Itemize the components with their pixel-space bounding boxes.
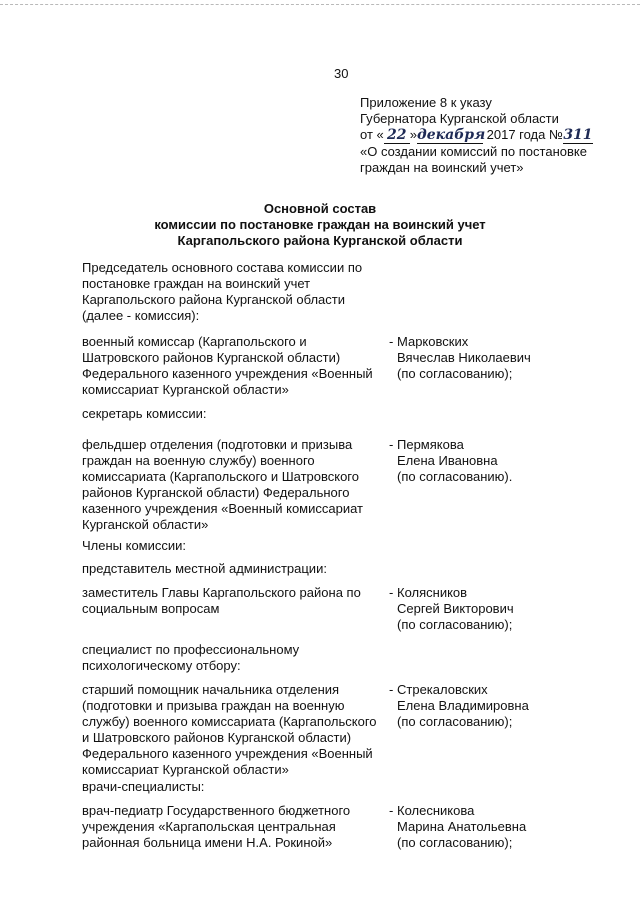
appendix-from: от xyxy=(360,127,373,142)
appendix-line-2: Губернатора Курганской области xyxy=(360,111,559,126)
secretary-heading: секретарь комиссии: xyxy=(82,406,207,421)
quote-open: « xyxy=(376,127,384,142)
handwritten-month: декабря xyxy=(417,127,486,143)
person-name: Марина Анатольевна xyxy=(397,819,527,834)
position-line: Федерального казенного учреждения «Военный xyxy=(82,746,373,761)
position-line: социальным вопросам xyxy=(82,601,220,616)
doctors-heading: врачи-специалисты: xyxy=(82,779,205,794)
person-note: (по согласованию). xyxy=(397,469,513,484)
entry-position xyxy=(82,437,382,533)
appendix-line-1: Приложение 8 к указу xyxy=(360,95,492,110)
position-line: (подготовки и призыва граждан на военную xyxy=(82,698,345,713)
entry-dash: - xyxy=(389,437,394,452)
position-line: учреждения «Каргапольская центральная xyxy=(82,819,336,834)
position-line: старший помощник начальника отделения xyxy=(82,682,340,697)
person-note: (по согласованию); xyxy=(397,366,513,381)
person-surname: Марковских xyxy=(397,334,469,349)
appendix-line-4: «О создании комиссий по постановке xyxy=(360,144,587,159)
entry-position xyxy=(82,334,382,398)
psych-heading xyxy=(82,642,382,674)
appendix-line-5: граждан на воинский учет» xyxy=(360,160,524,175)
entry-position xyxy=(82,682,382,778)
position-line: комиссариата (Каргапольского и Шатровского xyxy=(82,469,359,484)
entry-person xyxy=(389,682,634,730)
position-line: комиссариат Курганской области» xyxy=(82,382,289,397)
position-line: граждан на военную службу) военного xyxy=(82,453,315,468)
person-surname: Колесникова xyxy=(397,803,475,818)
chairman-heading xyxy=(82,260,382,324)
psych-heading-line: психологическому отбору: xyxy=(82,658,241,673)
page-number: 30 xyxy=(334,66,349,81)
local-admin-heading: представитель местной администрации: xyxy=(82,561,327,576)
chairman-heading-line: постановке граждан на воинский учет xyxy=(82,276,311,291)
appendix-year: 2017 года № xyxy=(486,127,563,142)
entry-position xyxy=(82,803,382,851)
entry-person xyxy=(389,585,634,633)
person-note: (по согласованию); xyxy=(397,714,513,729)
entry-dash: - xyxy=(389,682,394,697)
handwritten-number: 311 xyxy=(563,127,593,143)
members-heading: Члены комиссии: xyxy=(82,538,187,553)
person-note: (по согласованию); xyxy=(397,835,513,850)
position-line: военный комиссар (Каргапольского и xyxy=(82,334,307,349)
title-line-3: Каргапольского района Курганской области xyxy=(177,233,463,248)
entry-person xyxy=(389,803,634,851)
position-line: Курганской области» xyxy=(82,517,209,532)
entry-position xyxy=(82,585,382,617)
person-surname: Стрекаловских xyxy=(397,682,488,697)
chairman-heading-line: Председатель основного состава комиссии по xyxy=(82,260,363,275)
handwritten-day: 22 xyxy=(384,127,410,144)
entry-dash: - xyxy=(389,803,394,818)
title-line-1: Основной состав xyxy=(263,201,377,216)
person-name: Елена Ивановна xyxy=(397,453,498,468)
position-line: и Шатровского районов Курганской области) xyxy=(82,730,352,745)
person-name: Сергей Викторович xyxy=(397,601,514,616)
position-line: фельдшер отделения (подготовки и призыва xyxy=(82,437,353,452)
position-line: заместитель Главы Каргапольского района по xyxy=(82,585,361,600)
position-line: казенного учреждения «Военный комиссариат xyxy=(82,501,363,516)
psych-heading-line: специалист по профессиональному xyxy=(82,642,300,657)
position-line: комиссариат Курганской области» xyxy=(82,762,289,777)
person-surname: Пермякова xyxy=(397,437,464,452)
scan-top-edge xyxy=(0,4,640,7)
position-line: службу) военного комиссариата (Каргапольского xyxy=(82,714,377,729)
position-line: районная больница имени Н.А. Рокиной» xyxy=(82,835,333,850)
appendix-block xyxy=(360,95,630,176)
entry-person xyxy=(389,334,634,382)
person-name: Елена Владимировна xyxy=(397,698,529,713)
chairman-heading-line: Каргапольского района Курганской области xyxy=(82,292,345,307)
position-line: районов Курганской области) Федерального xyxy=(82,485,350,500)
entry-dash: - xyxy=(389,585,394,600)
position-line: врач-педиатр Государственного бюджетного xyxy=(82,803,351,818)
chairman-heading-line: (далее - комиссия): xyxy=(82,308,200,323)
person-name: Вячеслав Николаевич xyxy=(397,350,531,365)
appendix-date-line xyxy=(360,127,630,144)
quote-close: » xyxy=(409,127,417,142)
person-surname: Колясников xyxy=(397,585,468,600)
entry-person xyxy=(389,437,634,485)
document-title xyxy=(0,201,640,249)
position-line: Федерального казенного учреждения «Военный xyxy=(82,366,373,381)
position-line: Шатровского районов Курганской области) xyxy=(82,350,341,365)
title-line-2: комиссии по постановке граждан на воинский учет xyxy=(154,217,486,232)
person-note: (по согласованию); xyxy=(397,617,513,632)
entry-dash: - xyxy=(389,334,394,349)
